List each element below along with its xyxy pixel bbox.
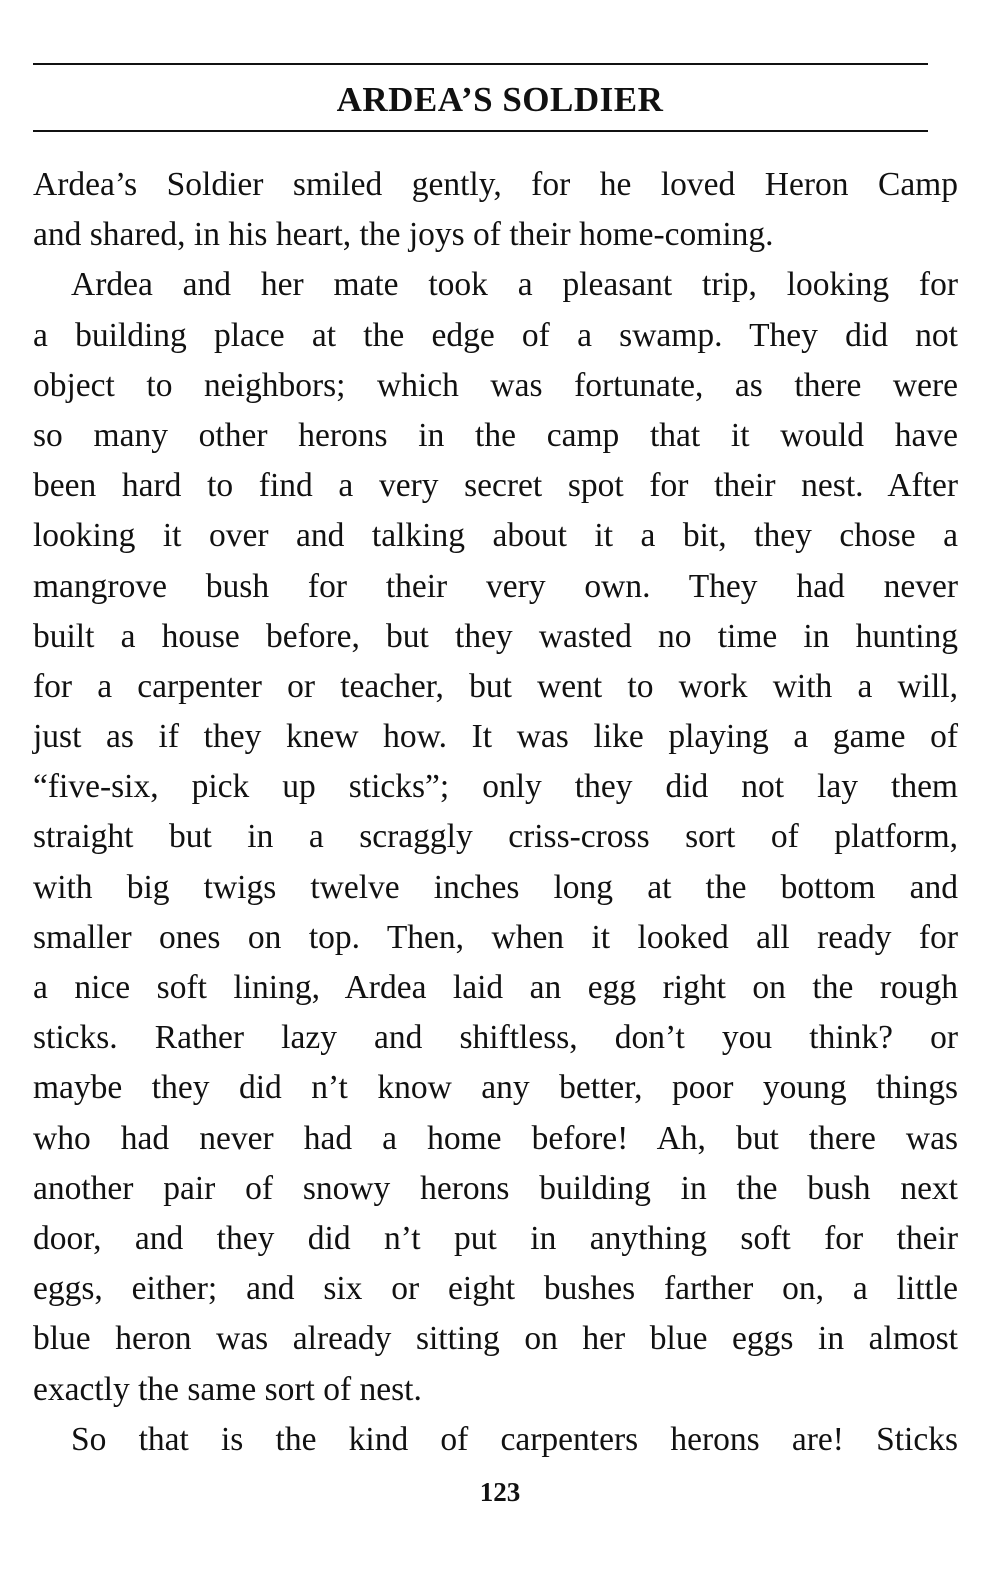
text-line: Ardea and her mate took a pleasant trip, looking for: [71, 266, 958, 304]
text-line: for a carpenter or teacher, but went to work with a will,: [33, 667, 958, 705]
text-line: maybe they did n’t know any better, poor young things: [33, 1069, 958, 1107]
text-line: Ardea’s Soldier smiled gently, for he loved Heron Camp: [33, 166, 958, 203]
text-line: another pair of snowy herons building in the bush next: [33, 1169, 958, 1207]
text-line: built a house before, but they wasted no time in hunting: [33, 617, 958, 655]
page-number: 123: [479, 1477, 521, 1507]
text-line: just as if they knew how. It was like playing a game of: [33, 718, 958, 756]
text-line: with big twigs twelve inches long at the bottom and: [33, 868, 958, 906]
text-line: so many other herons in the camp that it would have: [33, 416, 958, 454]
text-line: been hard to find a very secret spot for their nest. After: [33, 467, 958, 505]
header-rule-top: [33, 63, 928, 65]
body-text: [33, 160, 958, 1465]
running-head: ARDEA’S SOLDIER: [336, 80, 664, 119]
text-line: a building place at the edge of a swamp. They did not: [33, 316, 958, 354]
text-line: and shared, in his heart, the joys of their home-coming.: [33, 216, 774, 254]
text-line: “five-six, pick up sticks”; only they did not lay them: [33, 768, 958, 806]
text-line: So that is the kind of carpenters herons are! Sticks: [71, 1420, 958, 1458]
text-line: a nice soft lining, Ardea laid an egg right on the rough: [33, 969, 958, 1006]
text-line: who had never had a home before! Ah, but there was: [33, 1119, 958, 1157]
text-line: exactly the same sort of nest.: [33, 1370, 422, 1408]
text-line: smaller ones on top. Then, when it looked all ready for: [33, 918, 958, 956]
text-line: mangrove bush for their very own. They had never: [33, 567, 958, 605]
text-line: straight but in a scraggly criss-cross sort of platform,: [33, 818, 958, 856]
header-rule-bottom: [33, 130, 928, 132]
text-line: looking it over and talking about it a bit, they chose a: [33, 517, 958, 555]
text-line: object to neighbors; which was fortunate, as there were: [33, 366, 958, 404]
text-line: sticks. Rather lazy and shiftless, don’t you think? or: [33, 1019, 958, 1057]
text-line: door, and they did n’t put in anything soft for their: [33, 1219, 958, 1257]
text-line: blue heron was already sitting on her blue eggs in almost: [33, 1320, 958, 1358]
text-line: eggs, either; and six or eight bushes farther on, a little: [33, 1270, 958, 1308]
